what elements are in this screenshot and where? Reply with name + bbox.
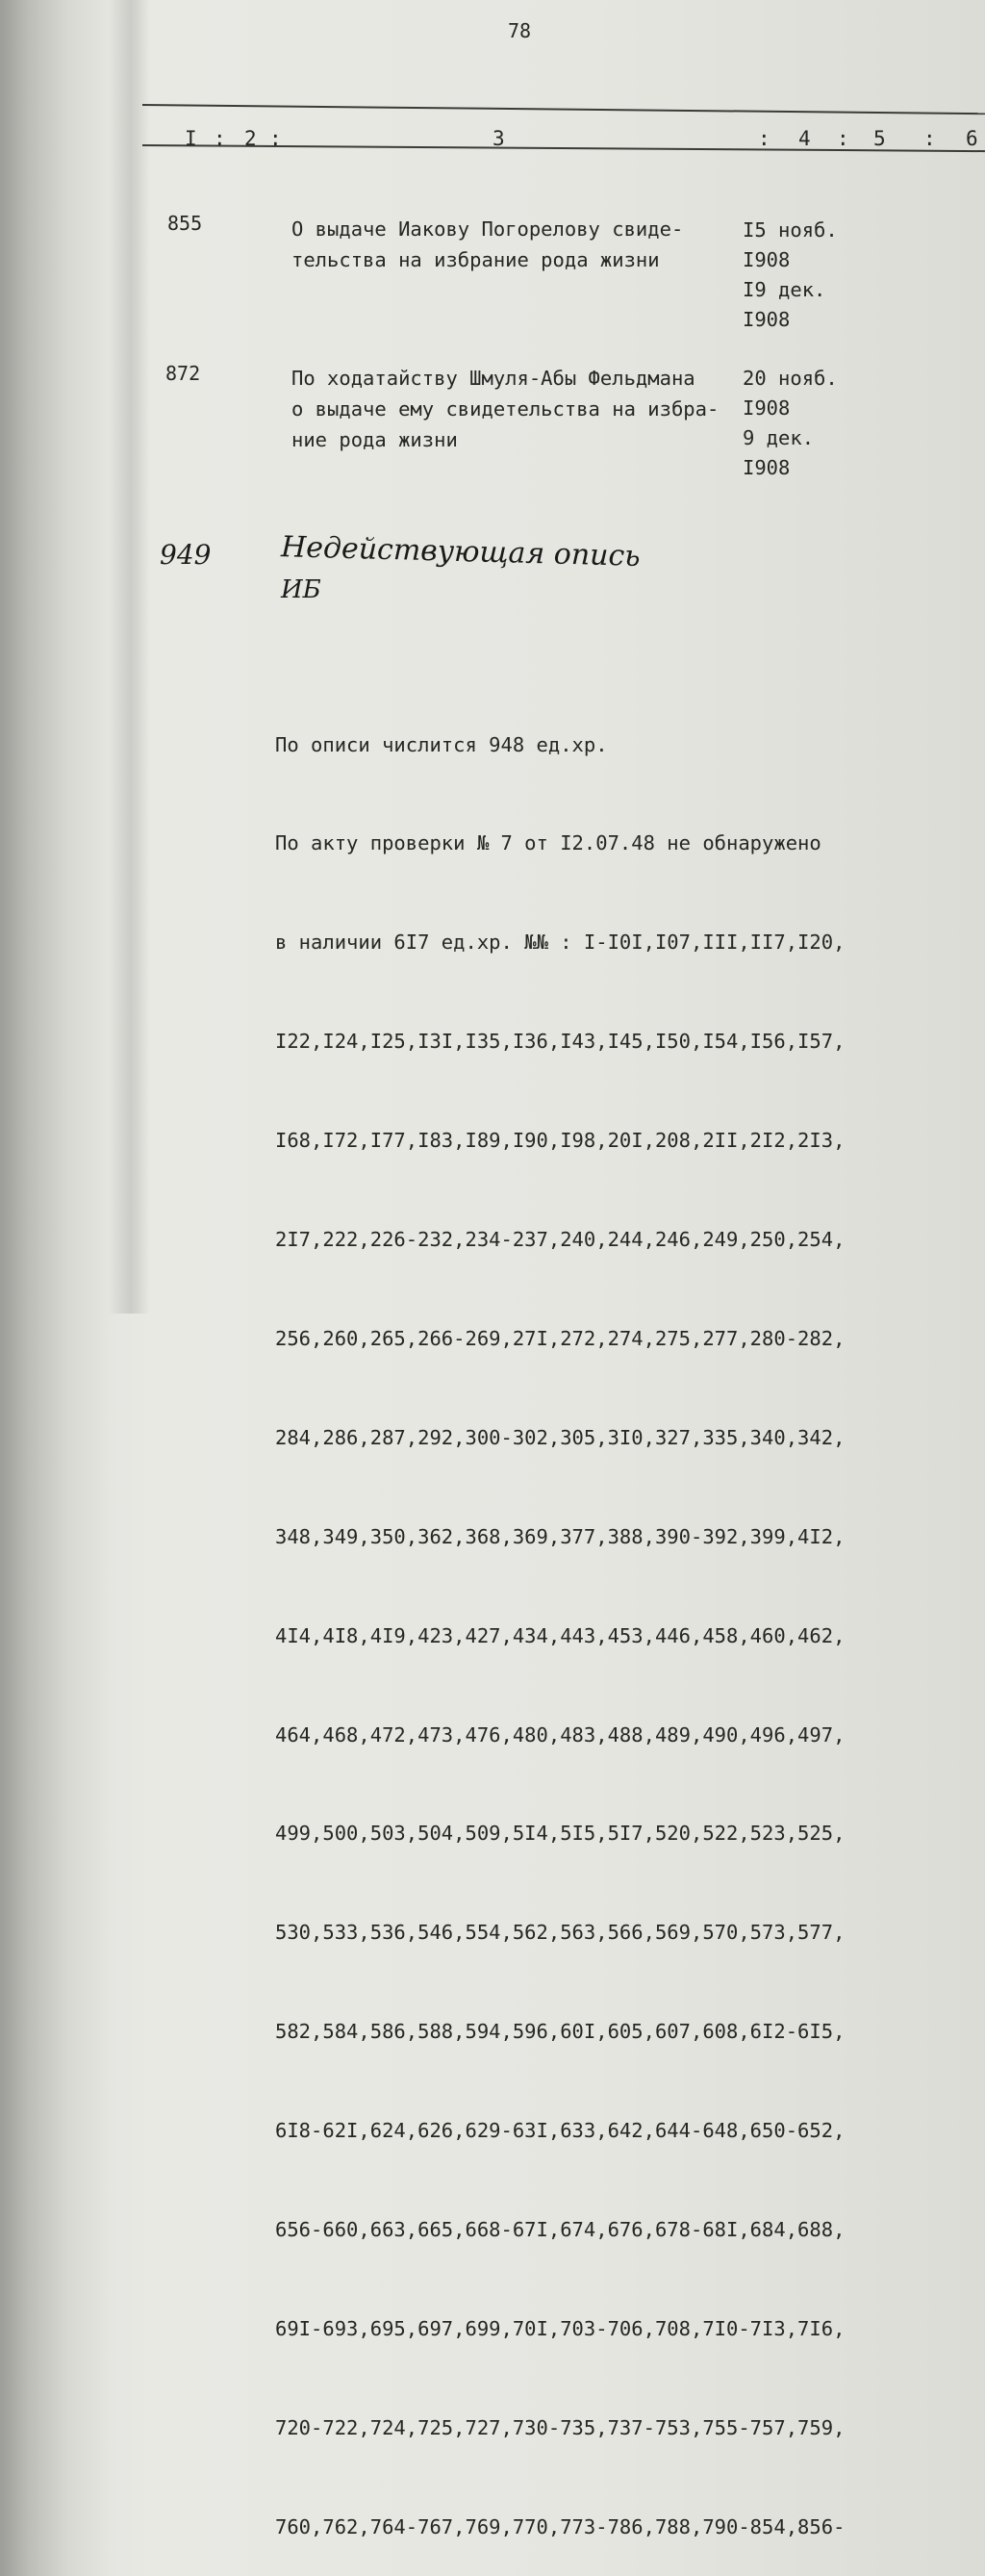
entry-number: 855 xyxy=(167,212,203,235)
title-line: О выдаче Иакову Погорелову свиде- xyxy=(291,217,684,241)
col-sep: : xyxy=(758,127,770,150)
note-line: 720-722,724,725,727,730-735,737-753,755-757,759, xyxy=(275,2415,846,2439)
col-1: I xyxy=(185,127,197,150)
handwritten-line-2: ИБ xyxy=(281,575,321,604)
entry-dates xyxy=(743,216,838,335)
table-top-rule xyxy=(142,104,985,115)
inventory-note xyxy=(275,662,845,2576)
date-line: 20 нояб. xyxy=(743,367,838,390)
note-line: 656-660,663,665,668-67I,674,676,678-68I,684,688, xyxy=(275,2217,846,2241)
handwritten-line-1: Недействующая опись xyxy=(280,530,642,574)
note-line: 348,349,350,362,368,369,377,388,390-392,399,4I2, xyxy=(275,1524,846,1548)
date-line: I908 xyxy=(743,248,791,271)
col-2: 2 xyxy=(244,127,257,150)
note-line: 69I-693,695,697,699,70I,703-706,708,7I0-7I3,7I6, xyxy=(275,2316,846,2340)
title-line: о выдаче ему свидетельства на избра- xyxy=(291,397,720,421)
note-line: 6I8-62I,624,626,629-63I,633,642,644-648,650-652, xyxy=(275,2119,846,2143)
note-line: 760,762,764-767,769,770,773-786,788,790-854,856- xyxy=(275,2514,846,2538)
note-line: 530,533,536,546,554,562,563,566,569,570,573,577, xyxy=(275,1921,846,1945)
entry-title xyxy=(291,363,719,455)
date-line: 9 дек. xyxy=(743,426,815,449)
note-line: 582,584,586,588,594,596,60I,605,607,608,6I2-6I5, xyxy=(275,2020,846,2044)
left-page-edge xyxy=(0,0,58,1314)
col-sep: : xyxy=(923,127,936,150)
page-gutter-shadow xyxy=(108,0,150,1314)
col-sep: : xyxy=(269,127,282,150)
date-line: I908 xyxy=(743,396,791,420)
note-line: 4I4,4I8,4I9,423,427,434,443,453,446,458,460,462, xyxy=(275,1623,846,1647)
note-line: в наличии 6I7 ед.хр. №№ : I-I0I,I07,III,II7,I20, xyxy=(275,931,846,955)
handwritten-number: 949 xyxy=(160,539,212,571)
page-number: 78 xyxy=(508,19,532,42)
col-3: 3 xyxy=(492,127,505,150)
date-line: I5 нояб. xyxy=(743,218,838,242)
date-line: I9 дек. xyxy=(743,278,826,301)
entry-number: 872 xyxy=(165,362,201,385)
date-line: I908 xyxy=(743,308,791,331)
note-line: По акту проверки № 7 от I2.07.48 не обнаружено xyxy=(275,831,821,855)
note-line: 464,468,472,473,476,480,483,488,489,490,496,497, xyxy=(275,1722,846,1747)
note-line: I68,I72,I77,I83,I89,I90,I98,20I,208,2II,2I2,2I3, xyxy=(275,1129,846,1153)
note-line: По описи числится 948 ед.хр. xyxy=(275,732,608,756)
entry-title xyxy=(291,214,683,275)
title-line: тельства на избрание рода жизни xyxy=(291,248,660,271)
col-5: 5 xyxy=(873,127,886,150)
note-line: I22,I24,I25,I3I,I35,I36,I43,I45,I50,I54,I56,I57, xyxy=(275,1030,846,1054)
title-line: По ходатайству Шмуля-Абы Фельдмана xyxy=(291,367,695,390)
entry-dates xyxy=(743,364,838,483)
note-line: 499,500,503,504,509,5I4,5I5,5I7,520,522,523,525, xyxy=(275,1822,846,1846)
date-line: I908 xyxy=(743,456,791,479)
note-line: 284,286,287,292,300-302,305,3I0,327,335,340,342, xyxy=(275,1425,846,1449)
col-sep: : xyxy=(837,127,849,150)
title-line: ние рода жизни xyxy=(291,428,458,451)
col-4: 4 xyxy=(798,127,811,150)
note-line: 2I7,222,226-232,234-237,240,244,246,249,250,254, xyxy=(275,1228,846,1252)
col-6: 6 xyxy=(966,127,978,150)
col-sep: : xyxy=(214,127,226,150)
note-line: 256,260,265,266-269,27I,272,274,275,277,280-282, xyxy=(275,1326,846,1350)
